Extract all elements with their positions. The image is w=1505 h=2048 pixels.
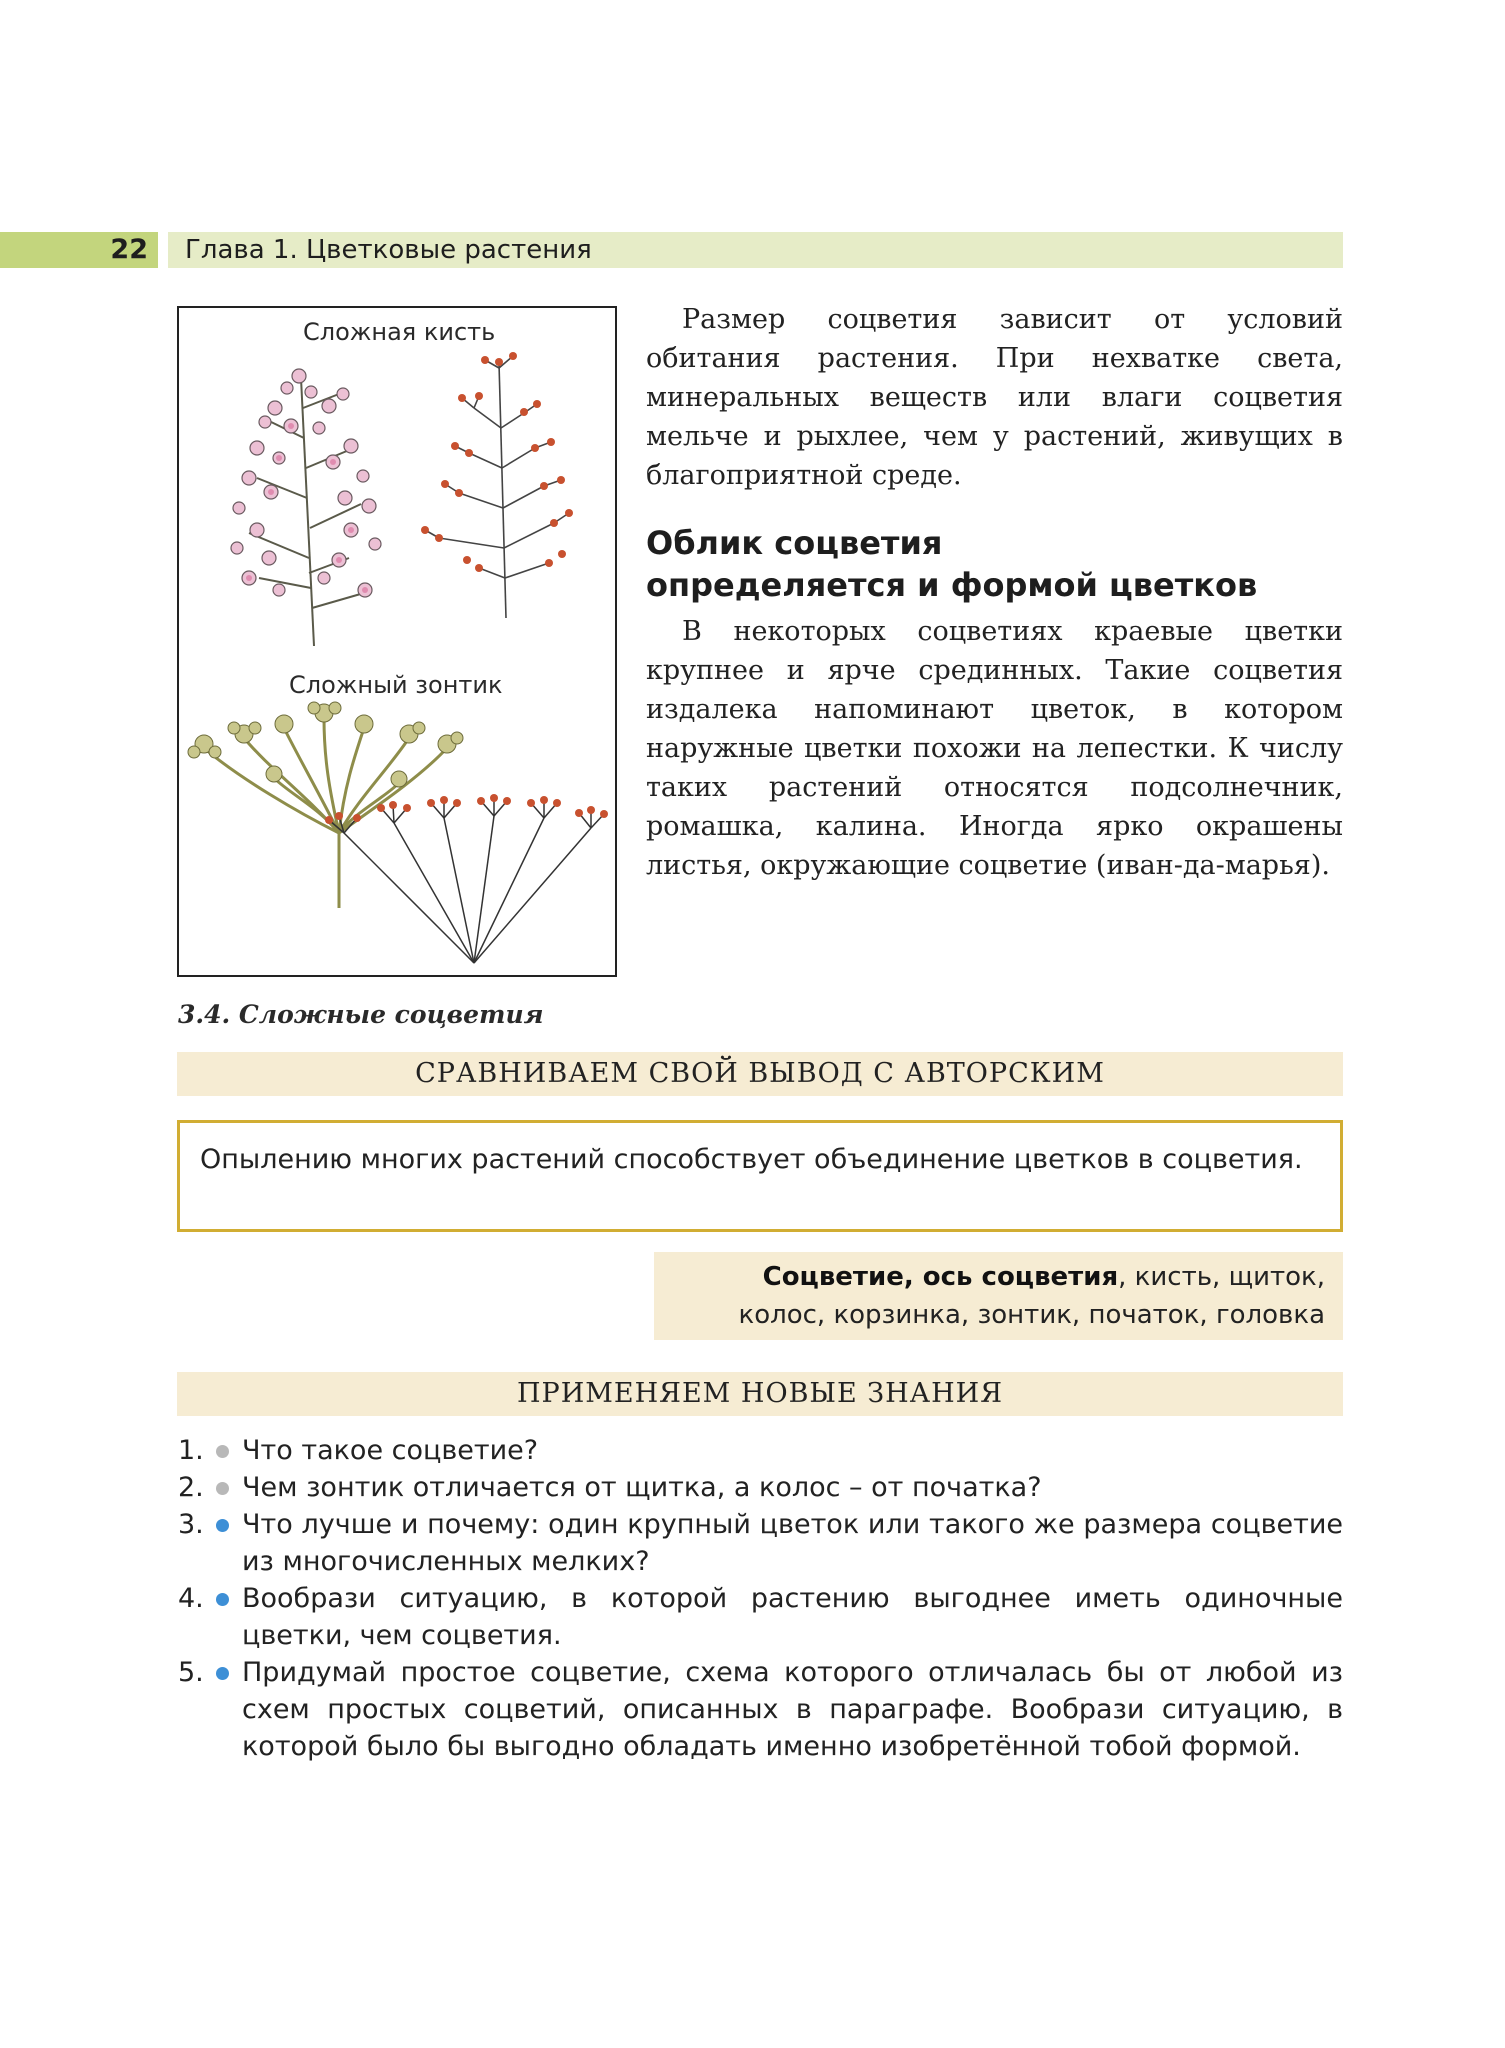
question-text: Вообрази ситуацию, в которой растению выгоднее иметь одиночные цветки, чем соцветия.: [242, 1583, 1343, 1651]
label-compound-umbel: Сложный зонтик: [289, 671, 503, 699]
question-text: Чем зонтик отличается от щитка, а колос – от початка?: [242, 1472, 1042, 1503]
question-number: 1.: [178, 1435, 204, 1466]
question-item: [170, 1580, 1343, 1654]
questions-list: [170, 1432, 1343, 1765]
figure-compound-inflorescences: [177, 306, 617, 977]
key-terms-box: [654, 1252, 1343, 1340]
umbel-scheme-rays: [329, 798, 604, 963]
body-paragraph-text: В некоторых соцветиях краевые цветки крупнее и ярче срединных. Такие соцветия издалека напоминают цветок, в котором наружные цветки похожи на лепестки. К числу таких растений относятся подсолнечник, ромашка, калина. Иногда ярко окрашены листья, окружающие соцветие (иван-да-марья).: [646, 616, 1343, 881]
inflorescence-illustration: [179, 308, 615, 975]
question-number: 4.: [178, 1583, 204, 1614]
figure-caption: 3.4. Сложные соцветия: [178, 1000, 544, 1029]
body-paragraph: [646, 612, 1343, 885]
difficulty-dot-icon: [216, 1667, 229, 1680]
difficulty-dot-icon: [216, 1482, 229, 1495]
key-terms-bold: Соцветие, ось соцветия: [762, 1262, 1119, 1292]
page-number: 22: [0, 232, 158, 268]
label-compound-raceme: Сложная кисть: [303, 318, 496, 346]
question-number: 5.: [178, 1657, 204, 1688]
compound-umbel-drawing: [204, 718, 447, 908]
subheading-line2: определяется и формой цветков: [646, 566, 1258, 604]
difficulty-dot-icon: [216, 1445, 229, 1458]
key-terms-rest: , кисть, щиток,: [1118, 1262, 1325, 1292]
header-gap: [158, 232, 168, 268]
question-number: 2.: [178, 1472, 204, 1503]
chapter-title: Глава 1. Цветковые растения: [185, 235, 592, 265]
question-text: Придумай простое соцветие, схема которого отличалась бы от любой из схем простых соцветий, описанных в параграфе. Вообрази ситуацию, в которой было бы выгодно обладать именно изобретённой тобой формой.: [242, 1657, 1343, 1762]
intro-paragraph-text: Размер соцветия зависит от условий обитания растения. При нехватке света, минеральных веществ или влаги соцветия мельче и рыхлее, чем у растений, живущих в благоприятной среде.: [646, 304, 1343, 491]
author-conclusion-box: [177, 1120, 1343, 1232]
difficulty-dot-icon: [216, 1519, 229, 1532]
compare-section-title: СРАВНИВАЕМ СВОЙ ВЫВОД С АВТОРСКИМ: [177, 1052, 1343, 1096]
key-terms-line2: колос, корзинка, зонтик, початок, головка: [738, 1300, 1325, 1330]
question-text: Что лучше и почему: один крупный цветок или такого же размера соцветие из многочисленных мелких?: [242, 1509, 1343, 1577]
section-subheading: [646, 522, 1343, 606]
question-item: [170, 1432, 1343, 1469]
question-number: 3.: [178, 1509, 204, 1540]
difficulty-dot-icon: [216, 1593, 229, 1606]
page-header: [0, 232, 1343, 268]
author-conclusion-text: Опылению многих растений способствует объединение цветков в соцветия.: [200, 1144, 1303, 1175]
question-item: [170, 1469, 1343, 1506]
question-item: [170, 1506, 1343, 1580]
intro-paragraph: [646, 300, 1343, 495]
subheading-line1: Облик соцветия: [646, 524, 943, 562]
apply-section-title: ПРИМЕНЯЕМ НОВЫЕ ЗНАНИЯ: [177, 1372, 1343, 1416]
question-item: [170, 1654, 1343, 1765]
question-text: Что такое соцветие?: [242, 1435, 539, 1466]
key-terms-line1: [664, 1258, 1325, 1296]
